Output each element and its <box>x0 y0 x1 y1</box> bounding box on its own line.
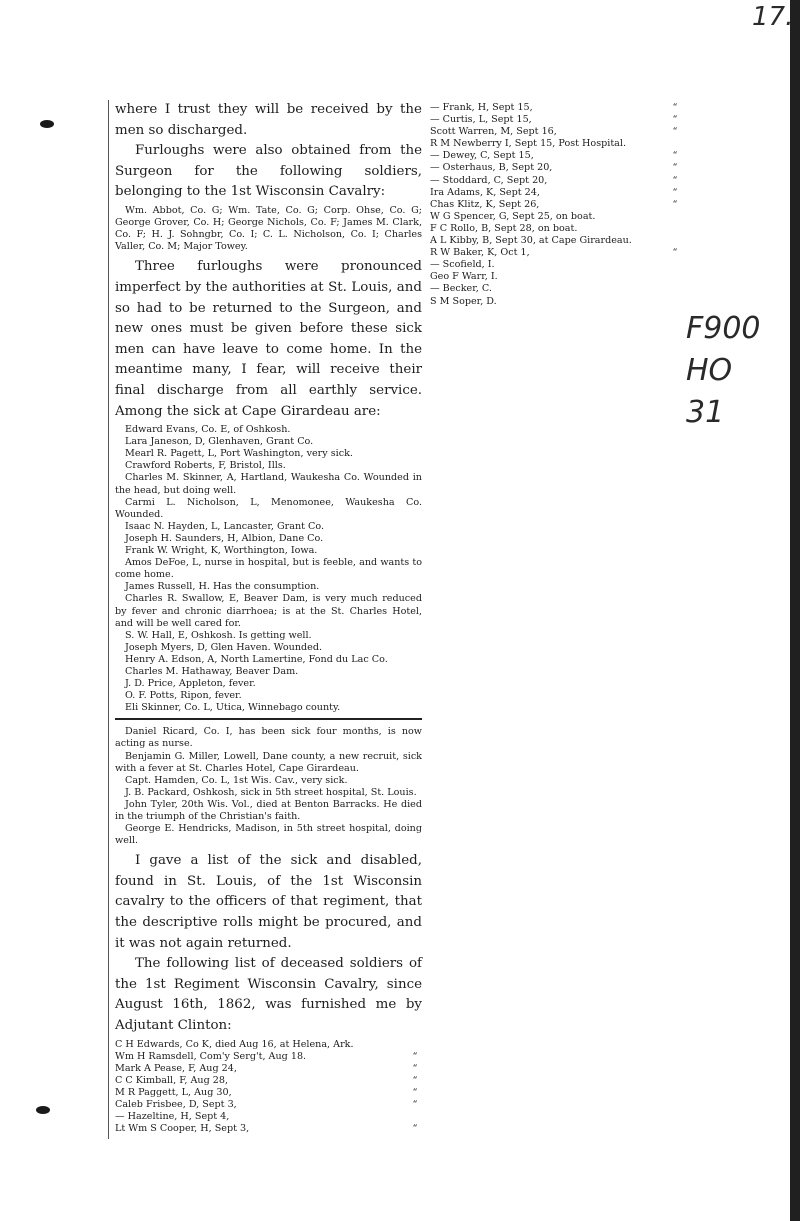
deceased-intro-paragraph: The following list of deceased soldiers of the 1st Regiment Wisconsin Cavalry, since August 16th, 1862, was furnished me by Adjutant Clinton: <box>115 956 422 1034</box>
list-item: Edward Evans, Co. E, of Oshkosh. <box>125 424 291 436</box>
entry-text: R W Baker, K, Oct 1, <box>430 247 530 259</box>
ditto-mark: “ <box>412 1074 418 1086</box>
list-item: Henry A. Edson, A, North Lamertine, Fond du Lac Co. <box>125 653 388 665</box>
ditto-mark: “ <box>412 1099 418 1111</box>
list-item <box>115 1111 422 1123</box>
list-item: Lara Janeson, D, Glenhaven, Grant Co. <box>125 436 314 448</box>
entry-text: Geo F Warr, I. <box>430 271 498 283</box>
punch-hole <box>40 120 54 128</box>
list-item: Capt. Hamden, Co. L, 1st Wis. Cav., very sick. <box>125 774 348 786</box>
newspaper-clipping <box>115 100 422 714</box>
ditto-mark <box>668 138 682 150</box>
list-item <box>115 1123 422 1135</box>
margin-note: HO <box>686 353 733 388</box>
list-item: Carmi L. Nicholson, L, Menomonee, Waukesha Co. Wounded. <box>115 496 422 520</box>
ditto-mark <box>668 259 682 271</box>
furloughs-paragraph: Furloughs were also obtained from the Surgeon for the following soldiers, belonging to the 1st Wisconsin Cavalry: <box>115 143 422 200</box>
furlough-names: Wm. Abbot, Co. G; Wm. Tate, Co. G; Corp. Ohse, Co. G; George Grover, Co. H; George Nichols, Co. F; James M. Clark, Co. F; H. J. Sohngbr, Co. I; C. L. Nicholson, Co. I; Charles Valler, Co. M; Major Towey. <box>115 204 422 253</box>
entry-text: Lt Wm S Cooper, H, Sept 3, <box>115 1123 250 1135</box>
margin-note: F900 <box>686 311 761 346</box>
entry-text: C C Kimball, F, Aug 28, <box>115 1074 229 1086</box>
entry-text: — Curtis, L, Sept 15, <box>430 114 532 126</box>
entry-text: Mark A Pease, F, Aug 24, <box>115 1062 237 1074</box>
ditto-mark <box>668 223 682 235</box>
entry-text: — Hazeltine, H, Sept 4, <box>115 1111 230 1123</box>
entry-text: Caleb Frisbee, D, Sept 3, <box>115 1099 237 1111</box>
list-item: J. B. Packard, Oshkosh, sick in 5th street hospital, St. Louis. <box>125 786 417 798</box>
list-item <box>430 259 682 271</box>
entry-text: — Scofield, I. <box>430 259 495 271</box>
entry-text: Scott Warren, M, Sept 16, <box>430 126 557 138</box>
list-item: Charles M. Hathaway, Beaver Dam. <box>125 665 299 677</box>
entry-text: C H Edwards, Co K, died Aug 16, at Helena, Ark. <box>115 1038 354 1050</box>
list-item <box>115 1087 422 1099</box>
ditto-mark: “ <box>672 114 678 126</box>
list-item: J. D. Price, Appleton, fever. <box>125 678 256 690</box>
entry-text: — Frank, H, Sept 15, <box>430 102 533 113</box>
entry-text: F C Rollo, B, Sept 28, on boat. <box>430 222 578 234</box>
list-item <box>430 247 682 259</box>
list-item <box>430 114 682 126</box>
entry-text: M R Paggett, L, Aug 30, <box>115 1087 232 1098</box>
ditto-mark <box>668 271 682 283</box>
entry-text: S M Soper, D. <box>430 295 497 307</box>
list-item: Eli Skinner, Co. L, Utica, Winnebago county. <box>125 702 341 714</box>
list-item: Charles R. Swallow, E, Beaver Dam, is very much reduced by fever and chronic diarrhoea; is at the St. Charles Hotel, and will be well cared for. <box>115 593 422 629</box>
list-item: Charles M. Skinner, A, Hartland, Waukesha Co. Wounded in the head, but doing well. <box>115 472 422 496</box>
list-item: Mearl R. Pagett, L, Port Washington, very sick. <box>125 448 353 460</box>
list-item: George E. Hendricks, Madison, in 5th street hospital, doing well. <box>115 823 422 847</box>
list-item <box>430 187 682 199</box>
newspaper-clipping <box>115 718 422 1135</box>
entry-text: Chas Klitz, K, Sept 26, <box>430 198 540 210</box>
list-item: Amos DeFoe, L, nurse in hospital, but is feeble, and wants to come home. <box>115 557 422 581</box>
entry-text: — Becker, C. <box>430 283 492 295</box>
ditto-mark <box>408 1111 422 1123</box>
list-item <box>115 1039 422 1051</box>
page-number: 17. <box>752 2 794 32</box>
ditto-mark: “ <box>672 150 678 162</box>
ditto-mark: “ <box>412 1123 418 1135</box>
entry-text: — Dewey, C, Sept 15, <box>430 150 534 162</box>
list-item <box>430 235 682 247</box>
list-item <box>430 199 682 211</box>
ditto-mark: “ <box>412 1062 418 1074</box>
entry-text: A L Kibby, B, Sept 30, at Cape Girardeau. <box>430 235 632 247</box>
furloughs-imperfect-paragraph: Three furloughs were pronounced imperfect by the authorities at St. Louis, and so had to be returned to the Surgeon, and new ones must be given before these sick men can have leave to come home. In the meantime many, I fear, will receive their final discharge from all earthly service. Among the sick at Cape Girardeau are: <box>115 259 422 419</box>
list-item <box>430 223 682 235</box>
ditto-mark <box>668 283 682 295</box>
list-item <box>430 271 682 283</box>
list-item: Joseph H. Saunders, H, Albion, Dane Co. <box>125 532 324 544</box>
list-item: S. W. Hall, E, Oshkosh. Is getting well. <box>125 629 312 641</box>
ditto-mark: “ <box>672 102 678 113</box>
deceased-list <box>115 1039 422 1136</box>
ditto-mark: “ <box>672 174 678 186</box>
list-item: Joseph Myers, D, Glen Haven. Wounded. <box>125 641 323 653</box>
list-item: Crawford Roberts, F, Bristol, Ills. <box>125 460 286 472</box>
ditto-mark <box>408 1039 422 1051</box>
ditto-mark <box>668 296 682 308</box>
sick-list <box>115 726 422 847</box>
margin-note: 31 <box>686 395 725 430</box>
list-item <box>115 1051 422 1063</box>
margin-notes <box>686 308 776 434</box>
entry-text: — Osterhaus, B, Sept 20, <box>430 162 553 174</box>
opening-paragraph: where I trust they will be received by the men so discharged. <box>115 102 422 138</box>
ditto-mark: “ <box>412 1050 418 1062</box>
entry-text: R M Newberry I, Sept 15, Post Hospital. <box>430 138 627 150</box>
entry-text: Ira Adams, K, Sept 24, <box>430 186 540 198</box>
right-column <box>430 100 682 312</box>
entry-text: — Stoddard, C, Sept 20, <box>430 174 548 186</box>
list-item <box>430 150 682 162</box>
list-item <box>115 1075 422 1087</box>
ditto-mark: “ <box>672 247 678 259</box>
list-item <box>430 296 682 308</box>
sick-roll-paragraph: I gave a list of the sick and disabled, found in St. Louis, of the 1st Wisconsin cavalry to the officers of that regiment, that the descriptive rolls might be procured, and it was not again returned. <box>115 853 422 951</box>
ditto-mark: “ <box>412 1087 418 1098</box>
list-item <box>430 211 682 223</box>
list-item: James Russell, H. Has the consumption. <box>125 581 320 593</box>
list-item: Benjamin G. Miller, Lowell, Dane county, a new recruit, sick with a fever at St. Charles Hotel, Cape Girardeau. <box>115 750 422 774</box>
list-item <box>115 1099 422 1111</box>
list-item: O. F. Potts, Ripon, fever. <box>125 690 242 702</box>
list-item <box>430 283 682 295</box>
list-item <box>430 102 682 114</box>
list-item <box>115 1063 422 1075</box>
furlough-list <box>115 205 422 253</box>
ditto-mark <box>668 211 682 223</box>
list-item: John Tyler, 20th Wis. Vol., died at Benton Barracks. He died in the triumph of the Christian's faith. <box>115 798 422 822</box>
list-item <box>430 162 682 174</box>
list-item: Frank W. Wright, K, Worthington, Iowa. <box>125 545 318 557</box>
punch-hole <box>36 1106 50 1114</box>
ditto-mark: “ <box>672 162 678 174</box>
ditto-mark: “ <box>672 198 678 210</box>
ditto-mark: “ <box>672 186 678 198</box>
deceased-list <box>430 102 682 308</box>
sick-list <box>115 424 422 714</box>
list-item <box>430 138 682 150</box>
ditto-mark: “ <box>672 126 678 138</box>
ditto-mark <box>668 235 682 247</box>
entry-text: W G Spencer, G, Sept 25, on boat. <box>430 210 596 222</box>
list-item: Isaac N. Hayden, L, Lancaster, Grant Co. <box>125 520 325 532</box>
list-item <box>430 126 682 138</box>
list-item: Daniel Ricard, Co. I, has been sick four months, is now acting as nurse. <box>115 726 422 750</box>
left-column <box>108 100 422 1139</box>
entry-text: Wm H Ramsdell, Com'y Serg't, Aug 18. <box>115 1050 307 1062</box>
list-item <box>430 175 682 187</box>
page-edge-mark <box>790 0 800 1221</box>
